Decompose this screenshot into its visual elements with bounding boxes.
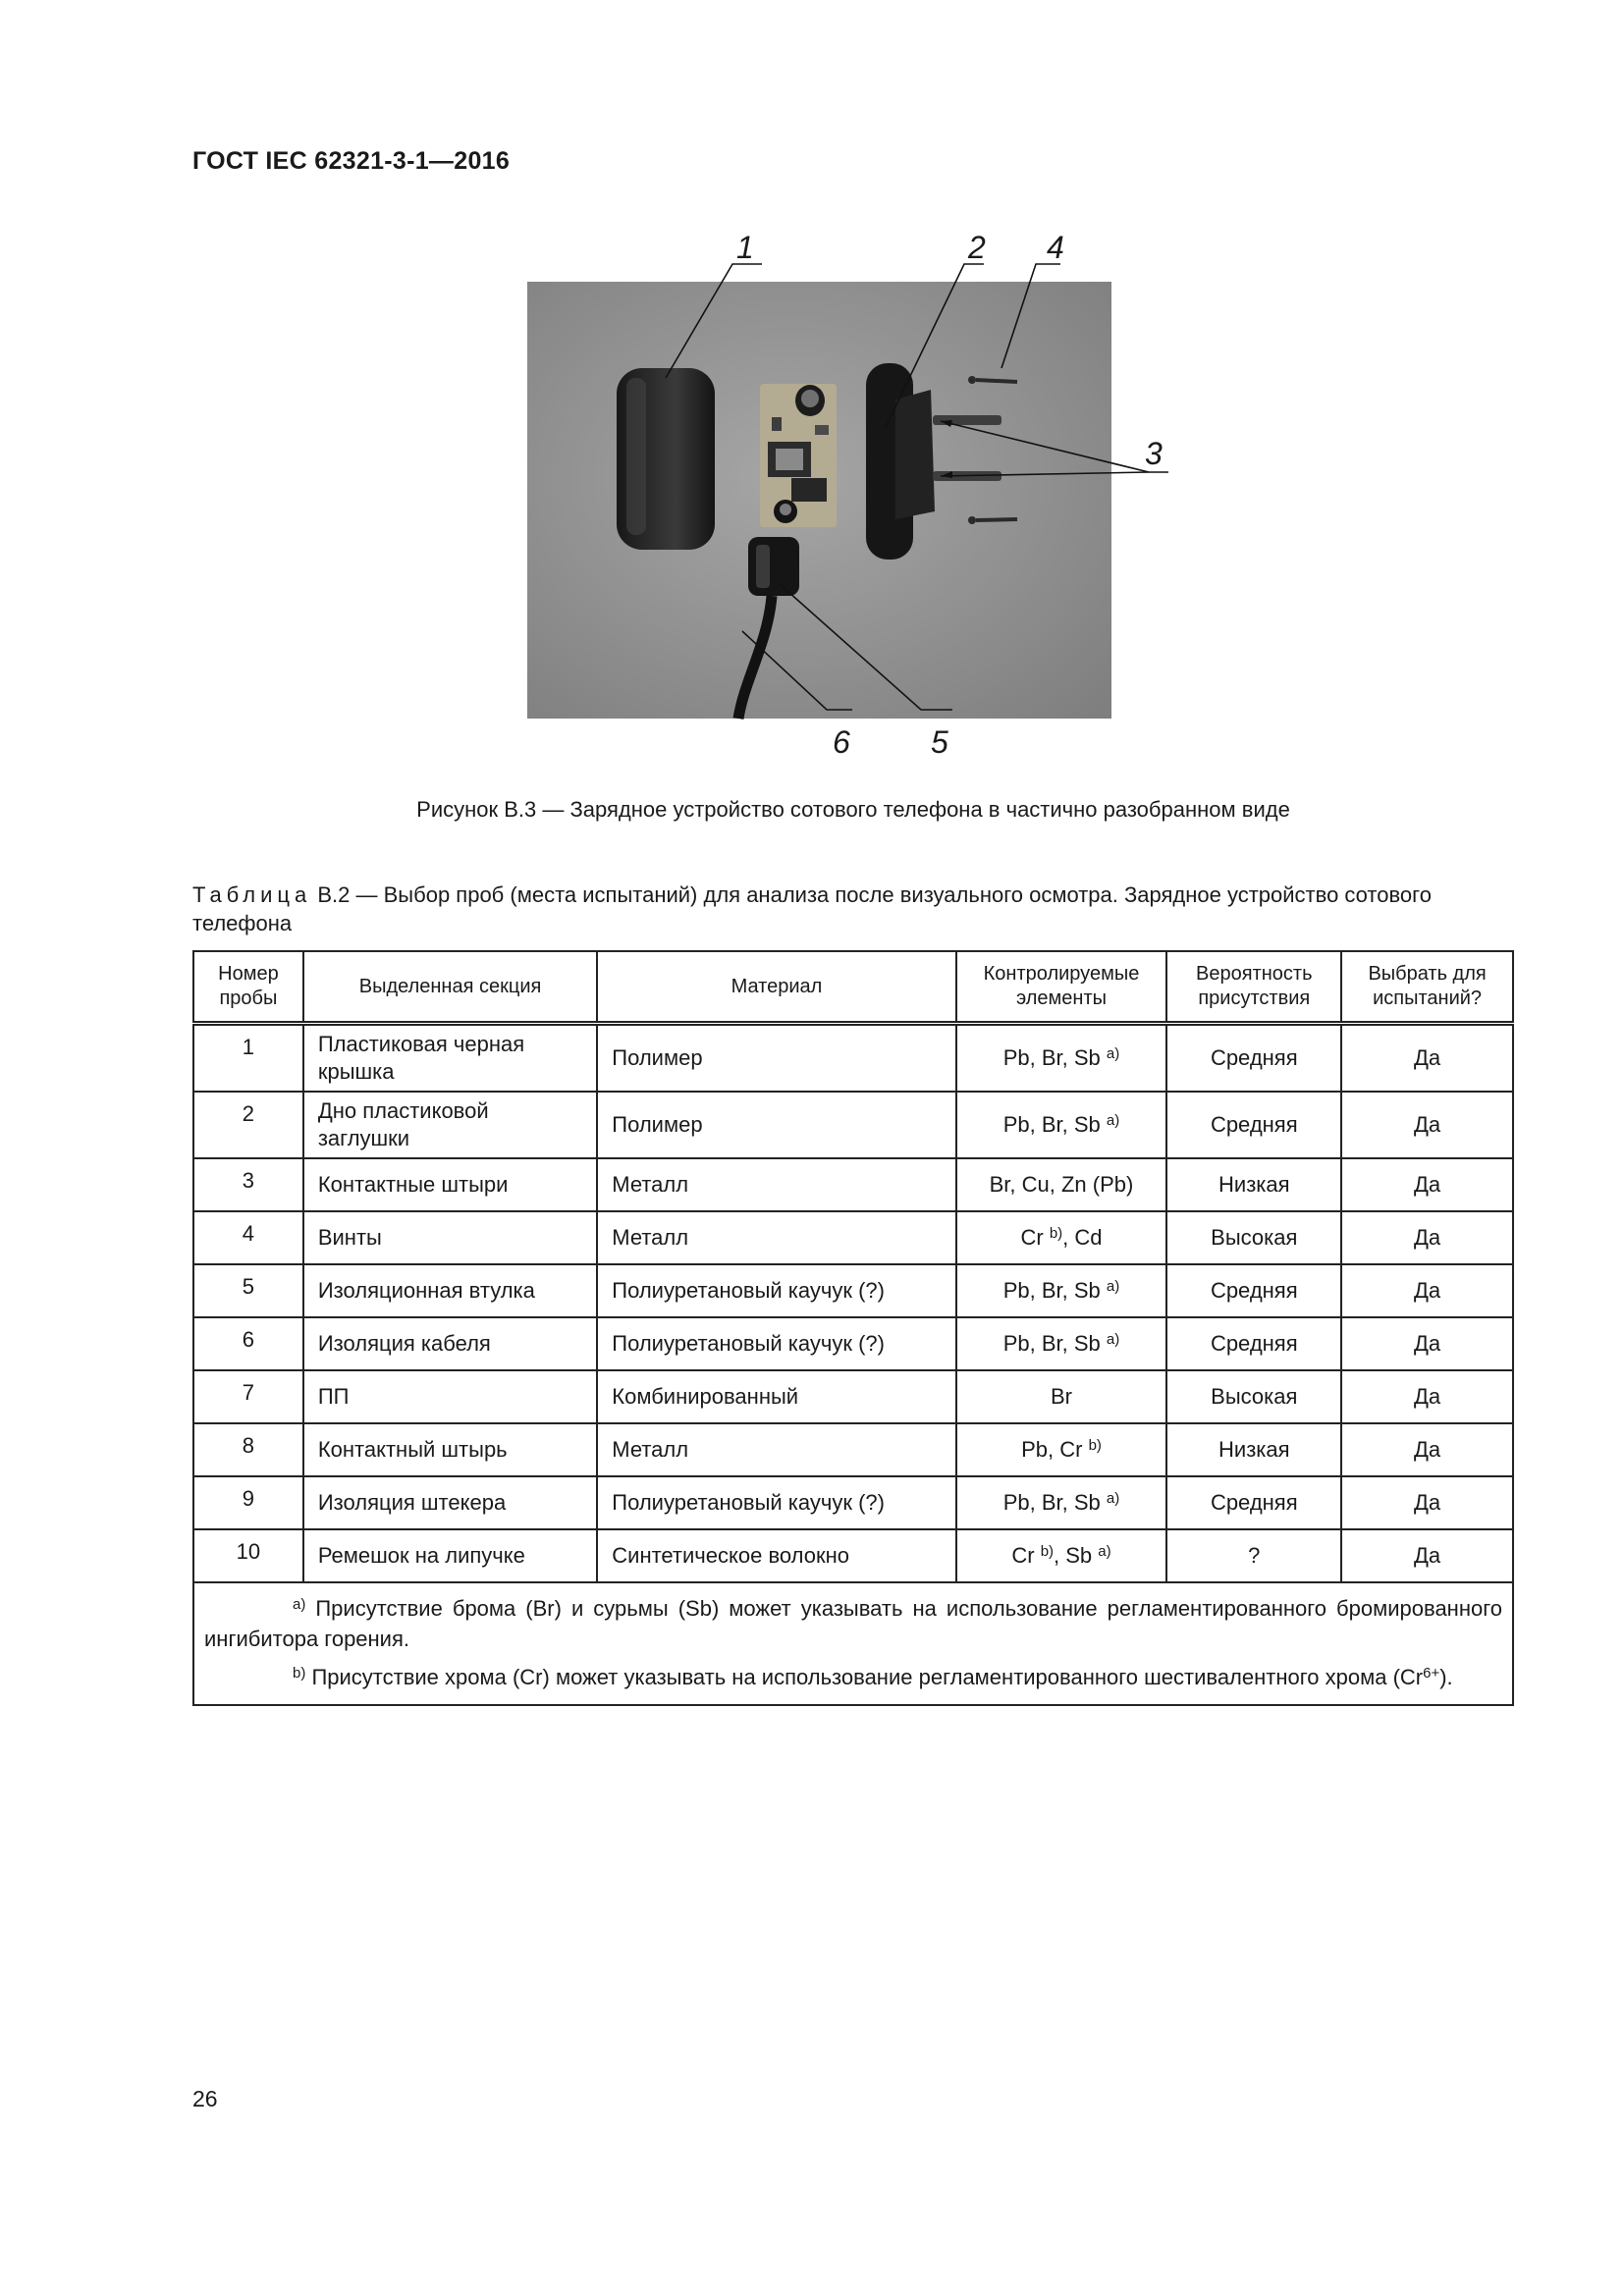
cell-elements: Pb, Br, Sb $^{a)}$ bbox=[956, 1264, 1167, 1317]
cell-material: Полимер bbox=[597, 1092, 955, 1158]
cell-elements: Pb, Br, Sb $^{a)}$ bbox=[956, 1317, 1167, 1370]
table-row bbox=[193, 1211, 1513, 1264]
cell-material: Комбинированный bbox=[597, 1370, 955, 1423]
cell-elements: Cr $^{b)}$, Cd bbox=[956, 1211, 1167, 1264]
cell-number: 1 bbox=[193, 1024, 303, 1093]
cell-select: Да bbox=[1341, 1529, 1513, 1582]
black-cover-part bbox=[617, 368, 715, 550]
callout-1: 1 bbox=[736, 230, 754, 265]
cell-section: ПП bbox=[303, 1370, 597, 1423]
cell-select: Да bbox=[1341, 1024, 1513, 1093]
table-body bbox=[193, 1024, 1513, 1706]
header-section: Выделенная секция bbox=[303, 951, 597, 1024]
table-footnotes bbox=[193, 1582, 1513, 1705]
cell-select: Да bbox=[1341, 1092, 1513, 1158]
cell-probability: Средняя bbox=[1166, 1264, 1341, 1317]
cell-section: Пластиковая черная крышка bbox=[303, 1024, 597, 1093]
footnote-b: $^{b)}$ Присутствие хрома (Cr) может указывать на использование регламентированного шестивалентного хрома $(Cr^{6+})$. bbox=[293, 1665, 1453, 1689]
sample-selection-table bbox=[192, 950, 1514, 1706]
cell-probability: Средняя bbox=[1166, 1092, 1341, 1158]
cell-probability: Высокая bbox=[1166, 1370, 1341, 1423]
cell-section: Контактный штырь bbox=[303, 1423, 597, 1476]
cell-number: 3 bbox=[193, 1158, 303, 1211]
document-header: ГОСТ IEC 62321-3-1—2016 bbox=[192, 147, 511, 175]
cell-section: Винты bbox=[303, 1211, 597, 1264]
cell-probability: Средняя bbox=[1166, 1317, 1341, 1370]
cell-select: Да bbox=[1341, 1317, 1513, 1370]
cell-section: Контактные штыри bbox=[303, 1158, 597, 1211]
figure-caption: Рисунок В.3 — Зарядное устройство сотового телефона в частично разобранном виде bbox=[416, 797, 1290, 822]
table-row bbox=[193, 1370, 1513, 1423]
cell-select: Да bbox=[1341, 1476, 1513, 1529]
table-notes-row bbox=[193, 1582, 1513, 1705]
cell-material: Металл bbox=[597, 1211, 955, 1264]
cell-number: 5 bbox=[193, 1264, 303, 1317]
cell-elements: Cr $^{b)}$, Sb $^{a)}$ bbox=[956, 1529, 1167, 1582]
page-number: 26 bbox=[192, 2086, 218, 2111]
cell-material: Синтетическое волокно bbox=[597, 1529, 955, 1582]
cell-section: Изоляционная втулка bbox=[303, 1264, 597, 1317]
cell-elements: Pb, Br, Sb $^{a)}$ bbox=[956, 1476, 1167, 1529]
cell-probability: Высокая bbox=[1166, 1211, 1341, 1264]
cell-probability: Низкая bbox=[1166, 1158, 1341, 1211]
cell-number: 8 bbox=[193, 1423, 303, 1476]
cell-elements: Br, Cu, Zn (Pb) bbox=[956, 1158, 1167, 1211]
cell-material: Металл bbox=[597, 1158, 955, 1211]
cell-number: 6 bbox=[193, 1317, 303, 1370]
charger-photo-illustration bbox=[501, 221, 1168, 771]
circuit-board-part bbox=[760, 384, 837, 527]
callout-4: 4 bbox=[1047, 230, 1064, 265]
cell-elements: Pb, Cr $^{b)}$ bbox=[956, 1423, 1167, 1476]
table-title-prefix: Таблица bbox=[192, 882, 312, 907]
callout-2: 2 bbox=[968, 230, 986, 265]
table-row bbox=[193, 1264, 1513, 1317]
cell-select: Да bbox=[1341, 1264, 1513, 1317]
table-row bbox=[193, 1092, 1513, 1158]
cell-number: 9 bbox=[193, 1476, 303, 1529]
cell-section: Ремешок на липучке bbox=[303, 1529, 597, 1582]
cell-select: Да bbox=[1341, 1211, 1513, 1264]
cell-probability: ? bbox=[1166, 1529, 1341, 1582]
cell-probability: Низкая bbox=[1166, 1423, 1341, 1476]
cell-number: 10 bbox=[193, 1529, 303, 1582]
cell-elements: Br bbox=[956, 1370, 1167, 1423]
cell-number: 4 bbox=[193, 1211, 303, 1264]
header-elements: Контролируемые элементы bbox=[956, 951, 1167, 1024]
cell-number: 2 bbox=[193, 1092, 303, 1158]
cell-select: Да bbox=[1341, 1370, 1513, 1423]
table-header-row bbox=[193, 951, 1513, 1024]
cell-number: 7 bbox=[193, 1370, 303, 1423]
cell-section: Изоляция кабеля bbox=[303, 1317, 597, 1370]
cell-section: Дно пластиковой заглушки bbox=[303, 1092, 597, 1158]
header-material: Материал bbox=[597, 951, 955, 1024]
table-title bbox=[192, 881, 1514, 937]
cell-elements: Pb, Br, Sb $^{a)}$ bbox=[956, 1024, 1167, 1093]
table-row bbox=[193, 1529, 1513, 1582]
cell-elements: Pb, Br, Sb $^{a)}$ bbox=[956, 1092, 1167, 1158]
figure-charger-disassembled bbox=[501, 221, 1168, 771]
cell-probability: Средняя bbox=[1166, 1476, 1341, 1529]
callout-5: 5 bbox=[931, 724, 948, 760]
callout-3: 3 bbox=[1145, 436, 1163, 471]
footnote-a: $^{a)}$ Присутствие брома (Br) и сурьмы (Sb) может указывать на использование регламентированного бромированного ингибитора горения. bbox=[204, 1596, 1502, 1651]
header-probability: Вероятность присутствия bbox=[1166, 951, 1341, 1024]
cell-material: Полиуретановый каучук (?) bbox=[597, 1264, 955, 1317]
table-row bbox=[193, 1476, 1513, 1529]
cell-probability: Средняя bbox=[1166, 1024, 1341, 1093]
table-row bbox=[193, 1423, 1513, 1476]
cell-material: Металл bbox=[597, 1423, 955, 1476]
cell-select: Да bbox=[1341, 1423, 1513, 1476]
cell-material: Полиуретановый каучук (?) bbox=[597, 1317, 955, 1370]
cell-select: Да bbox=[1341, 1158, 1513, 1211]
table-row bbox=[193, 1024, 1513, 1093]
header-select: Выбрать для испытаний? bbox=[1341, 951, 1513, 1024]
header-sample-number: Номер пробы bbox=[193, 951, 303, 1024]
cell-material: Полимер bbox=[597, 1024, 955, 1093]
callout-6: 6 bbox=[833, 724, 850, 760]
cell-section: Изоляция штекера bbox=[303, 1476, 597, 1529]
table-row bbox=[193, 1317, 1513, 1370]
cell-material: Полиуретановый каучук (?) bbox=[597, 1476, 955, 1529]
table-row bbox=[193, 1158, 1513, 1211]
table-title-text: В.2 — Выбор проб (места испытаний) для анализа после визуального осмотра. Зарядное устройство сотового телефона bbox=[192, 882, 1432, 935]
